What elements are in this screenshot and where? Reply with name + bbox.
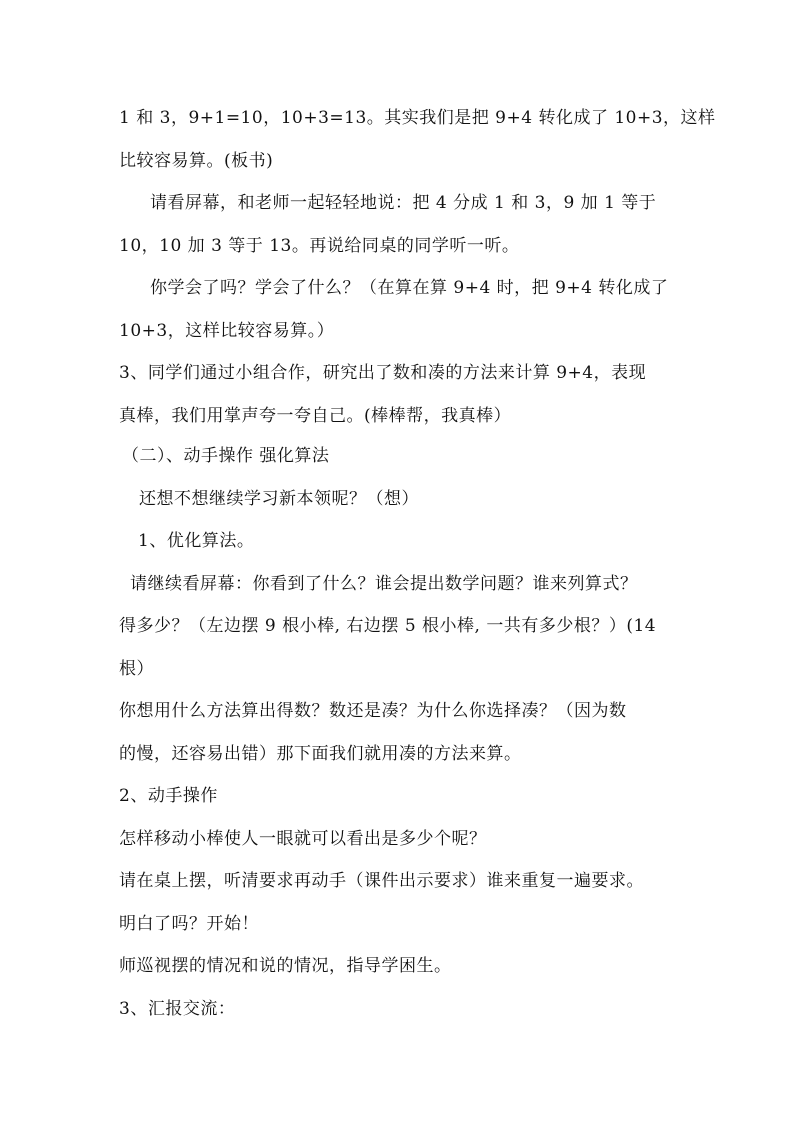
text-line: 请在桌上摆，听清要求再动手（课件出示要求）谁来重复一遍要求。 bbox=[119, 871, 644, 891]
text-line: 请继续看屏幕：你看到了什么？谁会提出数学问题？谁来列算式？ bbox=[130, 574, 638, 594]
text-line: 师巡视摆的情况和说的情况，指导学困生。 bbox=[119, 956, 452, 976]
text-line: 得多少？（左边摆 9 根小棒, 右边摆 5 根小棒, 一共有多少根？）(14 bbox=[119, 616, 657, 636]
subsection-heading: 2、动手操作 bbox=[119, 786, 218, 806]
text-line: 1 和 3，9+1=10，10+3=13。其实我们是把 9+4 转化成了 10+3，这样 bbox=[119, 108, 716, 128]
text-line: 根） bbox=[119, 659, 154, 679]
subsection-heading: 1、优化算法。 bbox=[138, 531, 255, 551]
text-line: 真棒，我们用掌声夸一夸自己。(棒棒帮，我真棒） bbox=[119, 406, 512, 426]
text-line: 你想用什么方法算出得数？数还是凑？为什么你选择凑？（因为数 bbox=[119, 701, 627, 721]
subsection-heading: 3、汇报交流： bbox=[119, 999, 236, 1019]
text-line: 10+3，这样比较容易算。） bbox=[119, 321, 335, 341]
text-line: 请看屏幕，和老师一起轻轻地说：把 4 分成 1 和 3，9 加 1 等于 bbox=[150, 193, 657, 213]
text-line: 还想不想继续学习新本领呢？（想） bbox=[139, 489, 419, 509]
section-heading: （二）、动手操作 强化算法 bbox=[122, 446, 330, 466]
text-line: 的慢，还容易出错）那下面我们就用凑的方法来算。 bbox=[119, 744, 522, 764]
text-line: 明白了吗？开始！ bbox=[119, 914, 259, 934]
text-line: 比较容易算。(板书) bbox=[119, 151, 274, 171]
text-line: 3、同学们通过小组合作，研究出了数和凑的方法来计算 9+4，表现 bbox=[119, 363, 647, 383]
text-line: 你学会了吗？学会了什么？（在算在算 9+4 时，把 9+4 转化成了 bbox=[150, 278, 669, 298]
text-line: 怎样移动小棒使人一眼就可以看出是多少个呢？ bbox=[119, 829, 487, 849]
text-line: 10，10 加 3 等于 13。再说给同桌的同学听一听。 bbox=[119, 236, 520, 256]
